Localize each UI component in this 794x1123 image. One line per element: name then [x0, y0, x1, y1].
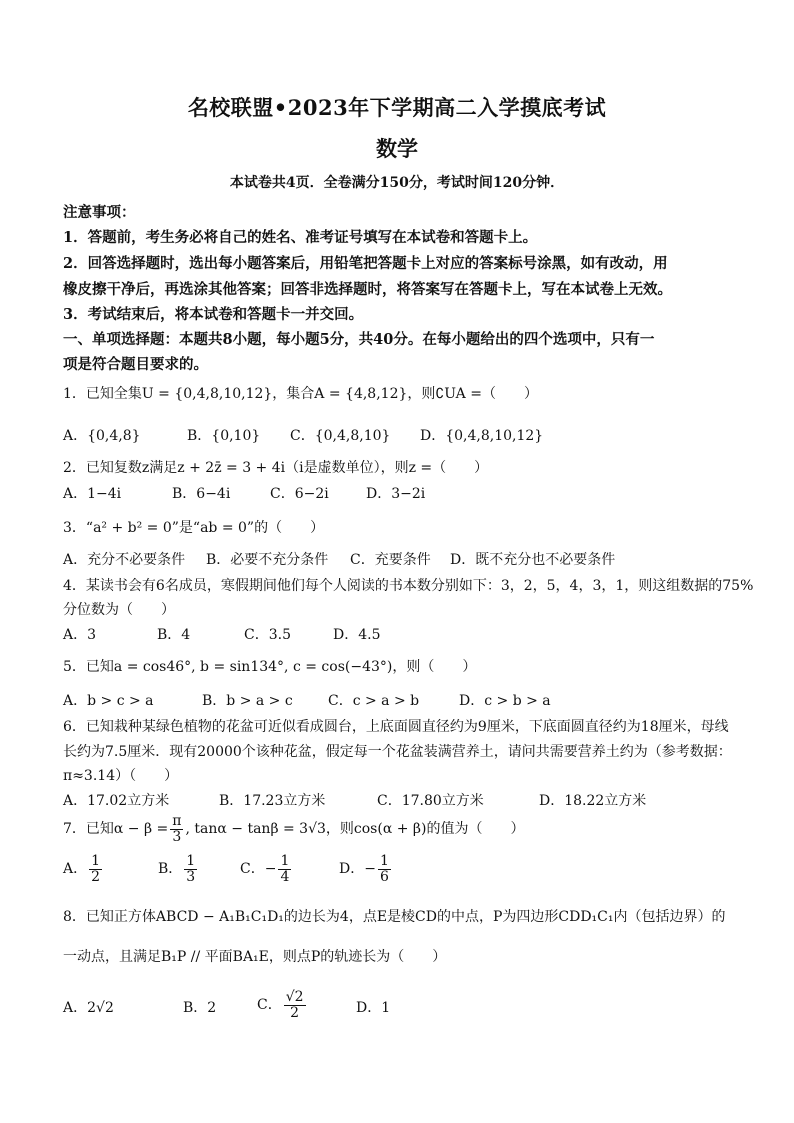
q7-option-d-den: 6 — [379, 868, 389, 885]
q7-fraction-den: 3 — [172, 828, 182, 845]
q7-option-b-den: 3 — [186, 868, 196, 885]
q3-option-c: C．充要条件 — [350, 552, 431, 568]
q7-option-a-den: 2 — [91, 868, 101, 885]
q6-option-a: A．17.02立方米 — [63, 793, 170, 809]
q7-option-b-num: 1 — [186, 853, 196, 869]
q2-option-d: D．3−2i — [366, 486, 426, 502]
q7-option-a — [63, 854, 104, 884]
q8-option-c — [257, 990, 308, 1020]
question-5: 5．已知a = cos46°, b = sin134°, c = cos(−43°)，则（ ） — [63, 659, 477, 675]
q6-option-b: B．17.23立方米 — [219, 793, 326, 809]
note-3: 3．考试结束后，将本试卷和答题卡一并交回。 — [63, 306, 364, 323]
q7-option-c — [240, 854, 293, 884]
q6-option-c: C．17.80立方米 — [377, 793, 484, 809]
q7-fraction — [170, 814, 183, 844]
question-8-line-1: 8．已知正方体ABCD − A₁B₁C₁D₁的边长为4，点E是棱CD的中点，P为四边形CDD₁C₁内（包括边界）的 — [63, 909, 726, 925]
question-6-line-3: π≈3.14）（ ） — [63, 768, 179, 784]
question-1: 1．已知全集U = {0,4,8,10,12}，集合A = {4,8,12}，则∁UA =（ ） — [63, 386, 538, 402]
q8-option-d: D．1 — [356, 1000, 391, 1016]
q7-option-d-label: D． — [339, 861, 365, 878]
q7-option-d-fraction — [378, 854, 391, 884]
q7-option-d-num: 1 — [379, 853, 389, 869]
q2-option-a: A．1−4i — [63, 486, 122, 502]
notes-heading: 注意事项： — [63, 204, 136, 221]
note-1: 1．答题前，考生务必将自己的姓名、准考证号填写在本试卷和答题卡上。 — [63, 229, 538, 246]
q7-suffix: , tanα − tanβ = 3√3，则cos(α + β)的值为（ ） — [185, 821, 525, 838]
q5-option-c: C．c > a > b — [328, 693, 420, 709]
q8-option-c-fraction — [284, 990, 306, 1020]
q7-option-d — [339, 854, 393, 884]
note-2-line-1: 2．回答选择题时，选出每小题答案后，用铅笔把答题卡上对应的答案标号涂黑，如有改动，用 — [63, 255, 668, 272]
q4-option-a: A．3 — [63, 627, 97, 643]
question-7 — [63, 814, 524, 844]
q7-option-a-label: A． — [63, 861, 88, 878]
q2-option-c: C．6−2i — [270, 486, 329, 502]
q5-option-a: A．b > c > a — [63, 693, 154, 709]
section-1-heading-line-1: 一、单项选择题：本题共8小题，每小题5分，共40分。在每小题给出的四个选项中，只有一 — [63, 331, 655, 348]
note-2-line-2: 橡皮擦干净后，再选涂其他答案；回答非选择题时，将答案写在答题卡上，写在本试卷上无效。 — [63, 281, 672, 298]
q7-option-c-den: 4 — [280, 868, 290, 885]
q3-option-a: A．充分不必要条件 — [63, 552, 186, 568]
q4-option-b: B．4 — [157, 627, 191, 643]
q1-option-c: C．{0,4,8,10} — [290, 428, 391, 444]
question-8-line-2: 一动点，且满足B₁P // 平面BA₁E，则点P的轨迹长为（ ） — [63, 949, 447, 965]
q7-fraction-num: π — [172, 813, 182, 829]
q4-option-c: C．3.5 — [244, 627, 291, 643]
q8-option-c-den: 2 — [290, 1004, 300, 1021]
q1-option-a: A．{0,4,8} — [63, 428, 141, 444]
q7-option-a-fraction — [89, 854, 102, 884]
subject-title: 数学 — [376, 136, 418, 161]
q1-option-d: D．{0,4,8,10,12} — [420, 428, 544, 444]
q7-option-c-num: 1 — [280, 853, 290, 869]
q5-option-b: B．b > a > c — [202, 693, 293, 709]
question-4-line-1: 4．某读书会有6名成员，寒假期间他们每个人阅读的书本数分别如下：3，2，5，4，3，1，则这组数据的75% — [63, 578, 754, 594]
question-2: 2．已知复数z满足z + 2z̄ = 3 + 4i（i是虚数单位），则z =（ ） — [63, 460, 489, 476]
question-6-line-1: 6．已知栽种某绿色植物的花盆可近似看成圆台，上底面圆直径约为9厘米，下底面圆直径约为18厘米，母线 — [63, 719, 729, 735]
q7-option-d-sign: − — [364, 861, 376, 878]
exam-title: 名校联盟•2023年下学期高二入学摸底考试 — [187, 95, 607, 120]
question-1-options — [63, 425, 743, 445]
q8-option-b: B．2 — [183, 1000, 217, 1016]
q8-option-a: A．2√2 — [63, 1000, 114, 1016]
question-3: 3．“a² + b² = 0”是“ab = 0”的（ ） — [63, 520, 325, 536]
q7-option-c-label: C． — [240, 861, 265, 878]
question-3-options — [63, 549, 743, 569]
q3-option-d: D．既不充分也不必要条件 — [450, 552, 616, 568]
q1-option-b: B．{0,10} — [187, 428, 261, 444]
question-2-options — [63, 483, 743, 503]
exam-info: 本试卷共4页．全卷满分150分，考试时间120分钟． — [229, 175, 565, 191]
question-4-options — [63, 624, 743, 644]
question-4-line-2: 分位数为（ ） — [63, 602, 175, 618]
q8-option-c-num: √2 — [285, 989, 304, 1005]
q7-option-a-num: 1 — [91, 853, 101, 869]
q7-option-b-fraction — [184, 854, 197, 884]
q7-option-c-fraction — [278, 854, 291, 884]
q3-option-b: B．必要不充分条件 — [206, 552, 329, 568]
q5-option-d: D．c > b > a — [459, 693, 551, 709]
question-8-options — [63, 990, 743, 1030]
q7-option-b — [158, 854, 199, 884]
q7-option-b-label: B． — [158, 861, 183, 878]
question-6-options — [63, 790, 743, 810]
q7-option-c-sign: − — [264, 861, 277, 878]
question-7-options — [63, 854, 743, 894]
q8-option-c-label: C． — [257, 997, 282, 1014]
question-6-line-2: 长约为7.5厘米．现有20000个该种花盆，假定每一个花盆装满营养土，请问共需要营养土约为（参考数据： — [63, 744, 732, 760]
q2-option-b: B．6−4i — [172, 486, 231, 502]
q6-option-d: D．18.22立方米 — [539, 793, 647, 809]
question-5-options — [63, 690, 743, 710]
q4-option-d: D．4.5 — [333, 627, 381, 643]
q7-prefix: 7．已知α − β = — [63, 821, 169, 838]
section-1-heading-line-2: 项是符合题目要求的。 — [63, 356, 208, 373]
